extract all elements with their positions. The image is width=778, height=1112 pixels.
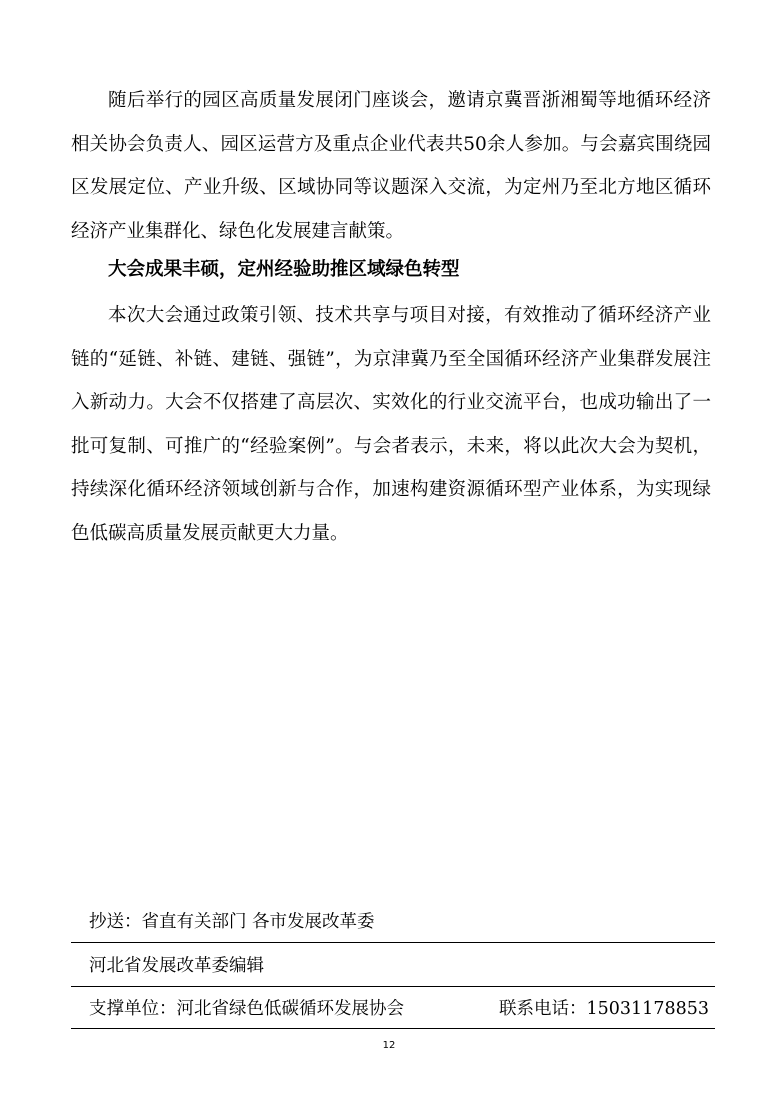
cc-line: 抄送：省直有关部门 各市发展改革委 bbox=[89, 912, 375, 932]
editor-line: 河北省发展改革委编辑 bbox=[89, 956, 264, 976]
divider bbox=[71, 986, 715, 987]
body-paragraph: 本次大会通过政策引领、技术共享与项目对接，有效推动了循环经济产业链的“延链、补链、建链、强链”，为京津冀乃至全国循环经济产业集群发展注入新动力。大会不仅搭建了高层次、实效化的行业交流平台，也成功输出了一批可复制、可推广的“经验案例”。与会者表示，未来，将以此次大会为契机，持续深化循环经济领域创新与合作，加速构建资源循环型产业体系，为实现绿色低碳高质量发展贡献更大力量。 bbox=[71, 305, 711, 544]
divider bbox=[71, 1028, 715, 1029]
page-number: 12 bbox=[382, 1040, 396, 1051]
support-line bbox=[89, 994, 709, 1024]
divider bbox=[71, 942, 715, 943]
body-paragraph: 随后举行的园区高质量发展闭门座谈会，邀请京冀晋浙湘蜀等地循环经济相关协会负责人、园区运营方及重点企业代表共50余人参加。与会嘉宾围绕园区发展定位、产业升级、区域协同等议题深入交流，为定州乃至北方地区循环经济产业集群化、绿色化发展建言献策。 bbox=[71, 90, 711, 242]
section-heading: 大会成果丰硕，定州经验助推区域绿色转型 bbox=[108, 259, 460, 280]
support-unit: 支撑单位：河北省绿色低碳循环发展协会 bbox=[89, 999, 404, 1019]
contact-phone: 联系电话：15031178853 bbox=[499, 999, 709, 1019]
